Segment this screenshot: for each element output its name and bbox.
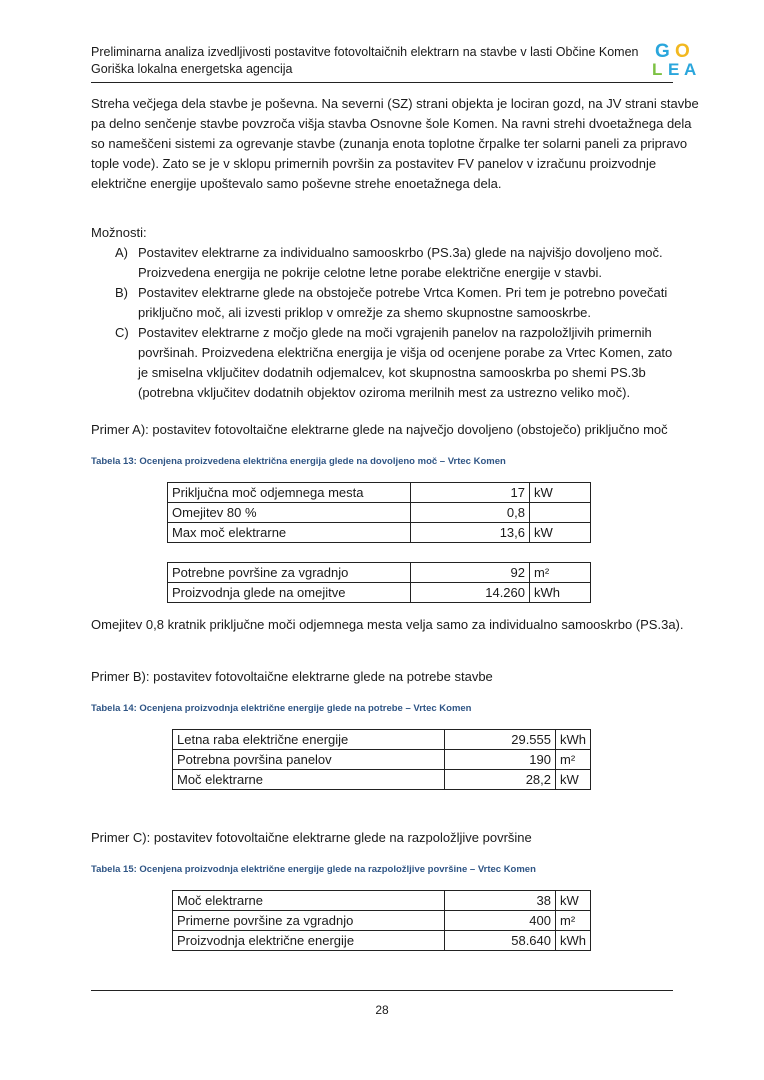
option-letter: B) bbox=[115, 285, 128, 300]
table-cell-unit bbox=[530, 503, 591, 523]
table-cell-unit: kW bbox=[530, 523, 591, 543]
option-text bbox=[138, 243, 673, 283]
table-cell-label: Proizvodnja električne energije bbox=[173, 931, 445, 951]
table-row bbox=[173, 730, 591, 750]
table-row bbox=[173, 750, 591, 770]
table-cell-label: Proizvodnja glede na omejitve bbox=[168, 583, 411, 603]
golea-logo bbox=[649, 42, 699, 80]
table-cell-label: Moč elektrarne bbox=[173, 770, 445, 790]
table-cell-unit: kW bbox=[530, 483, 591, 503]
table-15-caption: Tabela 15: Ocenjena proizvodnja električne energije glede na razpoložljive površine – Vrtec Komen bbox=[91, 864, 536, 875]
table-cell-label: Letna raba električne energije bbox=[173, 730, 445, 750]
table-cell-value: 38 bbox=[445, 891, 556, 911]
paragraph-line: so nameščeni sistemi za ogrevanje stavbe (zunanja enota toplotne črpalke ter solarni paneli za pripravo bbox=[91, 136, 688, 151]
table-cell-unit: kW bbox=[556, 770, 591, 790]
option-line: (potrebna vključitev dodatnih objektov oziroma merilnih mest za ustrezno veliko moč). bbox=[138, 385, 631, 400]
header-organization: Goriška lokalna energetska agencija bbox=[91, 62, 293, 76]
footer-divider bbox=[91, 990, 673, 991]
table-cell-label: Moč elektrarne bbox=[173, 891, 445, 911]
table-cell-unit: kWh bbox=[556, 931, 591, 951]
primer-a-note: Omejitev 0,8 kratnik priključne moči odjemnega mesta velja samo za individualno samooskrbo (PS.3a). bbox=[91, 617, 684, 632]
table-cell-value: 17 bbox=[411, 483, 530, 503]
paragraph-line: električne energije upoštevalo samo poševne strehe enoetažnega dela. bbox=[91, 176, 502, 191]
table-15 bbox=[172, 890, 591, 951]
table-row bbox=[168, 483, 591, 503]
page-header bbox=[91, 44, 639, 78]
table-row bbox=[168, 583, 591, 603]
table-cell-value: 13,6 bbox=[411, 523, 530, 543]
table-cell-label: Omejitev 80 % bbox=[168, 503, 411, 523]
table-row bbox=[173, 931, 591, 951]
table-cell-value: 0,8 bbox=[411, 503, 530, 523]
paragraph-line: tople vode). Zato se je v sklopu primernih površin za postavitev FV panelov v izračunu proizvodnje bbox=[91, 156, 657, 171]
table-cell-unit: m² bbox=[530, 563, 591, 583]
table-cell-value: 58.640 bbox=[445, 931, 556, 951]
intro-paragraph bbox=[91, 94, 699, 194]
table-cell-unit: kW bbox=[556, 891, 591, 911]
option-text bbox=[138, 323, 673, 403]
option-line: Postavitev elektrarne z močjo glede na moči vgrajenih panelov na razpoložljivih primernih bbox=[138, 325, 652, 340]
table-cell-label: Priključna moč odjemnega mesta bbox=[168, 483, 411, 503]
table-row bbox=[173, 891, 591, 911]
table-cell-value: 28,2 bbox=[445, 770, 556, 790]
table-row bbox=[173, 911, 591, 931]
table-row bbox=[168, 523, 591, 543]
table-cell-value: 14.260 bbox=[411, 583, 530, 603]
table-cell-value: 92 bbox=[411, 563, 530, 583]
option-text bbox=[138, 283, 673, 323]
table-13a bbox=[167, 482, 591, 543]
table-row bbox=[168, 503, 591, 523]
primer-b-heading: Primer B): postavitev fotovoltaične elektrarne glede na potrebe stavbe bbox=[91, 669, 493, 684]
paragraph-line: pa delno senčenje stavbe povzroča višja stavba Osnovne šole Komen. Na ravni strehi dvoetažnega dela bbox=[91, 116, 692, 131]
options-heading: Možnosti: bbox=[91, 225, 147, 240]
page-number: 28 bbox=[375, 1003, 389, 1017]
logo-bottom-letters: L E A bbox=[652, 60, 697, 79]
paragraph-line: Streha večjega dela stavbe je poševna. Na severni (SZ) strani objekta je lociran gozd, na JV strani stavbe bbox=[91, 96, 699, 111]
table-cell-value: 400 bbox=[445, 911, 556, 931]
option-line: Postavitev elektrarne glede na obstoječe potrebe Vrtca Komen. Pri tem je potrebno povečati bbox=[138, 285, 668, 300]
table-cell-label: Max moč elektrarne bbox=[168, 523, 411, 543]
table-cell-label: Potrebne površine za vgradnjo bbox=[168, 563, 411, 583]
table-cell-label: Potrebna površina panelov bbox=[173, 750, 445, 770]
table-cell-label: Primerne površine za vgradnjo bbox=[173, 911, 445, 931]
table-14 bbox=[172, 729, 591, 790]
option-line: priključno moč, ali izvesti priklop v omrežje za shemo skupnostne samooskrbe. bbox=[138, 305, 592, 320]
option-line: površinah. Proizvedena električna energija je višja od ocenjene porabe za Vrtec Komen, zato bbox=[138, 345, 673, 360]
table-cell-value: 29.555 bbox=[445, 730, 556, 750]
header-title: Preliminarna analiza izvedljivosti postavitve fotovoltaičnih elektrarn na stavbe v lasti Občine Komen bbox=[91, 45, 639, 59]
table-cell-unit: kWh bbox=[556, 730, 591, 750]
table-cell-unit: m² bbox=[556, 750, 591, 770]
table-13b bbox=[167, 562, 591, 603]
option-line: Postavitev elektrarne za individualno samooskrbo (PS.3a) glede na najvišjo dovoljeno moč. bbox=[138, 245, 663, 260]
option-letter: A) bbox=[115, 245, 128, 260]
logo-top-letters: G O bbox=[655, 41, 690, 62]
table-row bbox=[173, 770, 591, 790]
table-cell-value: 190 bbox=[445, 750, 556, 770]
table-14-caption: Tabela 14: Ocenjena proizvodnja električne energije glede na potrebe – Vrtec Komen bbox=[91, 703, 472, 714]
table-cell-unit: m² bbox=[556, 911, 591, 931]
header-divider bbox=[91, 82, 673, 83]
primer-c-heading: Primer C): postavitev fotovoltaične elektrarne glede na razpoložljive površine bbox=[91, 830, 532, 845]
option-line: Proizvedena energija ne pokrije celotne letne porabe električne energije v stavbi. bbox=[138, 265, 602, 280]
option-letter: C) bbox=[115, 325, 129, 340]
option-line: je smiselna vključitev dodatnih odjemalcev, kot skupnostna samooskrba po shemi PS.3b bbox=[138, 365, 646, 380]
table-row bbox=[168, 563, 591, 583]
primer-a-heading: Primer A): postavitev fotovoltaične elektrarne glede na največjo dovoljeno (obstoječo) priključno moč bbox=[91, 422, 668, 437]
table-cell-unit: kWh bbox=[530, 583, 591, 603]
table-13-caption: Tabela 13: Ocenjena proizvedena električna energija glede na dovoljeno moč – Vrtec Komen bbox=[91, 456, 506, 467]
